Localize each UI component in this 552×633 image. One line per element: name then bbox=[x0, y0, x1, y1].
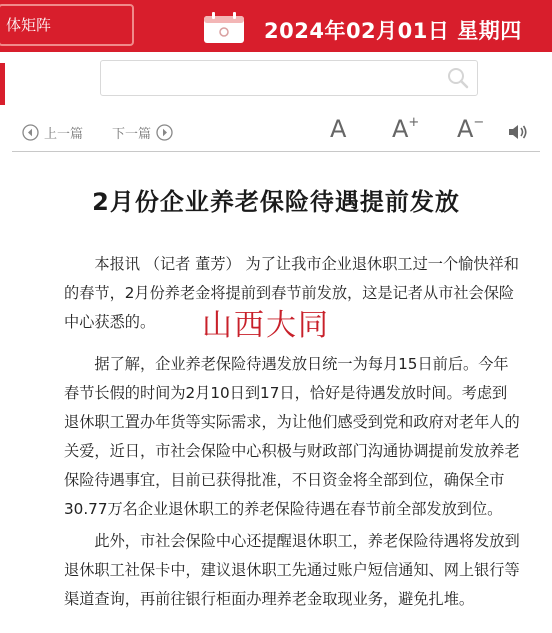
article-toolbar bbox=[12, 111, 540, 152]
minus-sign: − bbox=[473, 115, 485, 130]
article-paragraph-1: 本报讯 （记者 董芳） 为了让我市企业退休职工过一个愉快祥和的春节，2月份养老金将提前到春节前发放，这是记者从市社会保险中心获悉的。 bbox=[64, 255, 519, 331]
font-increase-button[interactable] bbox=[392, 115, 419, 143]
plus-sign: + bbox=[408, 115, 420, 130]
watermark-text: 山西大同 bbox=[202, 308, 330, 343]
font-normal-button[interactable]: A bbox=[330, 115, 347, 143]
chevron-right-icon bbox=[156, 124, 173, 141]
article-paragraph-2: 据了解，企业养老保险待遇发放日统一为每月15日前后。今年春节长假的时间为2月10日到17日，恰好是待遇发放时间。考虑到退休职工置办年货等实际需求，为让他们感受到党和政府对老年人的关爱，近日，市社会保险中心积极与财政部门沟通协调提前发放养老保险待遇事宜，目前已获得批准，不日资金将全部到位，确保全市30.77万名企业退休职工的养老保险待遇在春节前全部发放到位。 bbox=[64, 355, 520, 518]
font-increase-letter: A bbox=[392, 115, 409, 143]
issue-date: 2024年02月01日 星期四 bbox=[264, 19, 522, 43]
article-paragraph-3: 此外，市社会保险中心还提醒退休职工，养老保险待遇将发放到退休职工社保卡中，建议退休职工先通过账户短信通知、网上银行等渠道查询，再前往银行柜面办理养老金取现业务，避免扎堆。 bbox=[64, 532, 520, 608]
font-decrease-button[interactable] bbox=[457, 115, 484, 143]
top-header-bar bbox=[0, 0, 552, 52]
prev-article-label: 上一篇 bbox=[44, 126, 84, 142]
calendar-icon[interactable] bbox=[203, 12, 245, 44]
speaker-icon[interactable] bbox=[508, 123, 528, 141]
side-marker bbox=[0, 63, 5, 105]
search-icon[interactable] bbox=[447, 67, 469, 89]
next-article-label: 下一篇 bbox=[112, 126, 152, 142]
media-matrix-tab[interactable]: 体矩阵 bbox=[0, 4, 134, 46]
article-title: 2月份企业养老保险待遇提前发放 bbox=[92, 188, 460, 216]
next-article-button[interactable] bbox=[112, 122, 173, 142]
font-decrease-letter: A bbox=[457, 115, 474, 143]
search-input[interactable] bbox=[100, 60, 478, 96]
prev-article-button[interactable] bbox=[22, 122, 83, 142]
chevron-left-icon bbox=[22, 124, 39, 141]
